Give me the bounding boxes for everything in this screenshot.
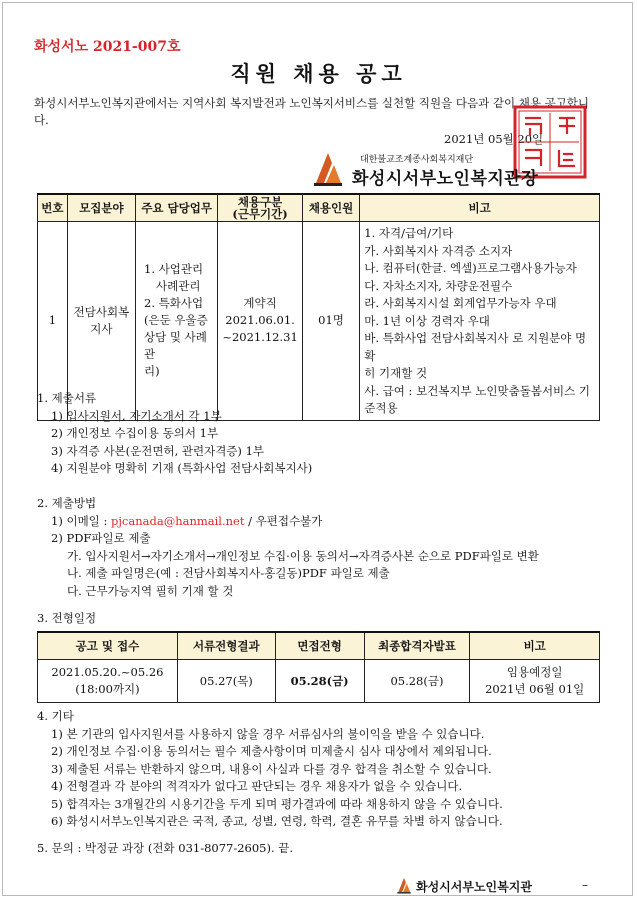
header-remarks: 비고	[360, 194, 600, 222]
header-duties: 주요 담당업무	[136, 194, 218, 222]
footer-organization	[396, 876, 596, 896]
hiring-table-header	[38, 194, 600, 222]
schedule-table	[37, 631, 600, 703]
section-submission	[37, 495, 539, 600]
note-line: 임용예정일	[506, 665, 563, 679]
duty-line: 상담 및 사례관	[144, 330, 207, 362]
list-item: 3) 제출된 서류는 반환하지 않으며, 내용이 사실과 다를 경우 합격을 취소할 수 있습니다.	[51, 761, 492, 776]
section-heading: 2. 제출방법	[37, 496, 97, 510]
page-title: 직원 채용 공고	[230, 61, 407, 86]
email-link[interactable]: pjcanada@hanmail.net	[110, 513, 245, 528]
list-item: 4) 전형결과 각 분야의 적격자가 없다고 판단되는 경우 채용자가 없을 수 있습니다.	[51, 779, 463, 793]
cell-interview: 05.28(금)	[275, 660, 364, 703]
list-item: 1) 본 기관의 입사지원서를 사용하지 않을 경우 서류심사의 불이익을 받을 수 있습니다.	[51, 726, 485, 741]
section-contact	[37, 840, 293, 858]
remark-line: 준적용	[364, 401, 398, 415]
cell-remarks	[360, 222, 600, 421]
schedule-table-header	[38, 632, 600, 660]
header-notice: 공고 및 접수	[38, 632, 178, 660]
list-item: 2) 개인정보 수집·이용 동의서는 필수 제출사항이며 미제출시 심사 대상에서 제외됩니다.	[51, 744, 492, 758]
cell-notice	[38, 660, 178, 703]
section-heading: 1. 제출서류	[37, 391, 97, 405]
duty-line: 사례관리	[156, 279, 201, 294]
cell-count: 01명	[302, 222, 359, 421]
hiring-table	[37, 193, 600, 421]
duty-line: 리)	[144, 364, 160, 379]
header-note: 비고	[470, 632, 600, 660]
header-count: 채용인원	[302, 194, 359, 222]
remark-line: 라. 사회복지시설 회계업무가능자 우대	[364, 296, 557, 310]
cell-field: 전담사회복지사	[67, 222, 135, 421]
email-prefix: 1) 이메일 :	[51, 513, 111, 528]
cell-note	[470, 660, 600, 703]
list-item: 6) 화성시서부노인복지관은 국적, 종교, 성별, 연령, 학력, 결혼 유무를 차별 하지 않습니다.	[51, 814, 503, 828]
list-item: 나. 제출 파일명은(예 : 전담사회복지사-홍길동)PDF 파일로 제출	[67, 566, 390, 580]
list-item: 다. 근무가능지역 필히 기재 할 것	[67, 583, 234, 598]
announcement-date: 2021년 05월 20일	[444, 132, 544, 146]
organization-logo-icon	[312, 149, 344, 187]
remark-line: 가. 사회복지사 자격증 소지자	[364, 243, 513, 258]
organization-foundation: 대한불교조계종사회복지재단	[360, 155, 474, 165]
list-item: 2) 개인정보 수집이용 동의서 1부	[51, 426, 219, 440]
remark-line: 다. 자차소지자, 차량운전필수	[364, 278, 513, 293]
cell-doc-result: 05.27(목)	[177, 660, 275, 703]
duty-line: (은둔 우울증	[144, 313, 208, 328]
list-item: 3) 자격증 사본(운전면허, 관련자격증) 1부	[51, 443, 265, 458]
remark-line: 히 기재할 것	[364, 366, 428, 380]
header-doc-result: 서류전형결과	[177, 632, 275, 660]
organization-name: 화성시서부노인복지관장	[352, 169, 539, 189]
document-number: 화성서노 2021-007호	[34, 39, 181, 55]
notice-line: 2021.05.20.~05.26	[51, 665, 164, 679]
note-line: 2021년 06월 01일	[485, 682, 585, 696]
header-no: 번호	[38, 194, 68, 222]
type-line: ~2021.12.31	[222, 330, 298, 345]
type-line: 2021.06.01.	[225, 313, 295, 328]
duty-line: 1. 사업관리	[144, 262, 204, 277]
remark-line: 마. 1년 이상 경력자 우대	[364, 313, 490, 328]
footer-logo-icon	[396, 876, 412, 894]
section-heading: 3. 전형일정	[37, 611, 97, 625]
section-schedule-heading	[37, 610, 96, 628]
remark-line: 사. 급여 : 보건복지부 노인맞춤돌봄서비스 기	[364, 383, 591, 398]
remark-line: 1. 자격/급여/기타	[364, 226, 454, 240]
list-item: 2) PDF파일로 제출	[51, 531, 151, 545]
cell-no: 1	[38, 222, 68, 421]
cell-final: 05.28(금)	[364, 660, 470, 703]
table-row	[38, 660, 600, 703]
header-interview: 면접전형	[275, 632, 364, 660]
remark-line: 바. 특화사업 전담사회복지사 로 지원분야 명확	[364, 331, 587, 363]
section-other	[37, 708, 503, 831]
header-final: 최종합격자발표	[364, 632, 470, 660]
email-line	[37, 513, 539, 531]
duty-line: 2. 특화사업	[144, 296, 204, 311]
email-suffix: / 우편접수불가	[244, 513, 323, 528]
remark-line: 나. 컴퓨터(한글. 엑셀)프로그램사용가능자	[364, 261, 577, 275]
list-item: 4) 지원분야 명확히 기재 (특화사업 전담사회복지사)	[51, 461, 313, 475]
notice-line: (18:00까지)	[75, 682, 140, 696]
section-heading: 4. 기타	[37, 709, 74, 723]
type-line: 계약직	[243, 296, 277, 311]
organization-header	[312, 149, 552, 189]
intro-text: 화성시서부노인복지관에서는 지역사회 복지발전과 노인복지서비스를 실천할 직원을 다음과 같이 채용 공고합니다.	[34, 96, 590, 127]
header-type: 채용구분 (근무기간)	[218, 194, 302, 222]
contact-line: 5. 문의 : 박정균 과장 (전화 031-8077-2605). 끝.	[37, 841, 294, 855]
section-documents	[37, 390, 312, 478]
footer-name: 화성시서부노인복지관	[416, 880, 532, 894]
header-field: 모집분야	[67, 194, 135, 222]
list-item: 가. 입사지원서→자기소개서→개인정보 수집·이용 동의서→자격증사본 순으로 PDF파일로 변환	[67, 548, 539, 563]
footer-dash: –	[582, 878, 588, 892]
list-item: 5) 합격자는 3개월간의 시용기간을 두게 되며 평가결과에 따라 채용하지 않을 수 있습니다.	[51, 796, 503, 811]
list-item: 1) 입사지원서, 자기소개서 각 1부	[51, 408, 222, 423]
